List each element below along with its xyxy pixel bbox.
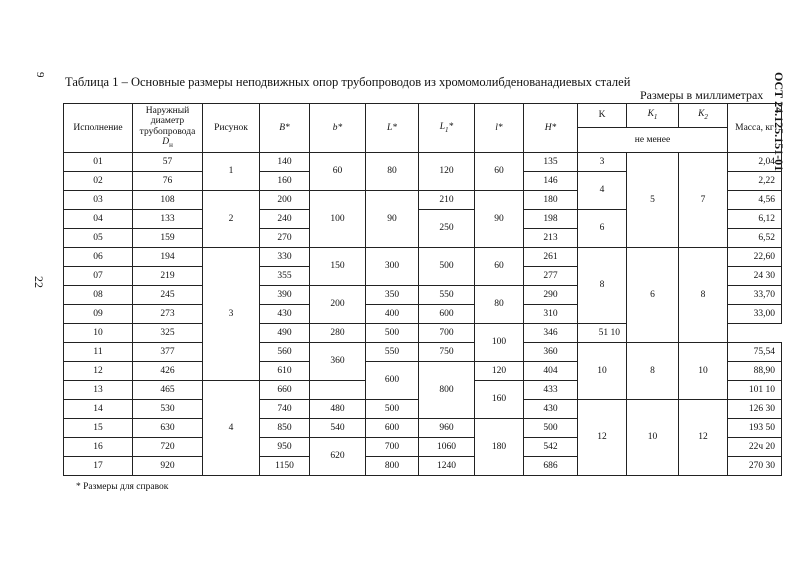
cell-exec: 02 bbox=[64, 172, 133, 191]
cell-b: 150 bbox=[310, 248, 366, 286]
footnote: * Размеры для справок bbox=[76, 482, 169, 492]
header-diameter: Наружный диаметр трубопровода $D_н$ bbox=[133, 104, 203, 153]
cell-b bbox=[310, 381, 366, 400]
cell-exec: 11 bbox=[64, 343, 133, 362]
cell-exec: 15 bbox=[64, 419, 133, 438]
cell-H: 686 bbox=[524, 457, 578, 476]
cell-B: 160 bbox=[260, 172, 310, 191]
cell-exec: 14 bbox=[64, 400, 133, 419]
cell-b: 280 bbox=[310, 324, 366, 343]
cell-H: 180 bbox=[524, 191, 578, 210]
cell-diameter: 720 bbox=[133, 438, 203, 457]
cell-H: 213 bbox=[524, 229, 578, 248]
cell-H: 433 bbox=[524, 381, 578, 400]
cell-B: 850 bbox=[260, 419, 310, 438]
cell-L1: 1240 bbox=[419, 457, 475, 476]
cell-mass: 4,56 bbox=[728, 191, 782, 210]
cell-K2: 12 bbox=[679, 400, 728, 476]
cell-mass: 51 10 bbox=[578, 324, 627, 343]
cell-B: 1150 bbox=[260, 457, 310, 476]
cell-exec: 03 bbox=[64, 191, 133, 210]
cell-mass: 101 10 bbox=[728, 381, 782, 400]
header-L1: $L_1*$ bbox=[419, 104, 475, 153]
cell-K: 4 bbox=[578, 172, 627, 210]
cell-H: 261 bbox=[524, 248, 578, 267]
cell-diameter: 377 bbox=[133, 343, 203, 362]
header-B: B* bbox=[260, 104, 310, 153]
cell-K1: 8 bbox=[627, 343, 679, 400]
table-row bbox=[64, 153, 782, 172]
cell-exec: 05 bbox=[64, 229, 133, 248]
cell-K1: 10 bbox=[627, 400, 679, 476]
cell-B: 390 bbox=[260, 286, 310, 305]
cell-K: 6 bbox=[578, 210, 627, 248]
cell-diameter: 426 bbox=[133, 362, 203, 381]
page-number: 22 bbox=[32, 276, 46, 288]
cell-exec: 16 bbox=[64, 438, 133, 457]
cell-B: 240 bbox=[260, 210, 310, 229]
cell-diameter: 325 bbox=[133, 324, 203, 343]
cell-diameter: 108 bbox=[133, 191, 203, 210]
cell-H: 135 bbox=[524, 153, 578, 172]
cell-L: 90 bbox=[366, 191, 419, 248]
cell-B: 660 bbox=[260, 381, 310, 400]
cell-l: 60 bbox=[475, 248, 524, 286]
cell-H: 346 bbox=[524, 324, 578, 343]
cell-K1: 5 bbox=[627, 153, 679, 248]
cell-H: 146 bbox=[524, 172, 578, 191]
cell-mass: 6,12 bbox=[728, 210, 782, 229]
cell-diameter: 245 bbox=[133, 286, 203, 305]
header-b: b* bbox=[310, 104, 366, 153]
cell-diameter: 920 bbox=[133, 457, 203, 476]
cell-B: 270 bbox=[260, 229, 310, 248]
cell-H: 277 bbox=[524, 267, 578, 286]
cell-b: 100 bbox=[310, 191, 366, 248]
cell-l: 90 bbox=[475, 191, 524, 248]
cell-l: 120 bbox=[475, 362, 524, 381]
cell-L1: 500 bbox=[419, 248, 475, 286]
cell-exec: 08 bbox=[64, 286, 133, 305]
cell-K: 10 bbox=[578, 343, 627, 400]
cell-diameter: 159 bbox=[133, 229, 203, 248]
cell-mass: 75,54 bbox=[728, 343, 782, 362]
cell-L1: 700 bbox=[419, 324, 475, 343]
cell-L1: 550 bbox=[419, 286, 475, 305]
cell-B: 430 bbox=[260, 305, 310, 324]
cell-L: 500 bbox=[366, 400, 419, 419]
header-L: L* bbox=[366, 104, 419, 153]
cell-mass: 24 30 bbox=[728, 267, 782, 286]
cell-L1: 1060 bbox=[419, 438, 475, 457]
cell-figure: 4 bbox=[203, 381, 260, 476]
cell-mass: 2,22 bbox=[728, 172, 782, 191]
cell-B: 740 bbox=[260, 400, 310, 419]
cell-mass: 22,60 bbox=[728, 248, 782, 267]
cell-b: 480 bbox=[310, 400, 366, 419]
cell-diameter: 219 bbox=[133, 267, 203, 286]
cell-exec: 01 bbox=[64, 153, 133, 172]
cell-K1: 6 bbox=[627, 248, 679, 343]
cell-L: 800 bbox=[366, 457, 419, 476]
header-figure: Рисунок bbox=[203, 104, 260, 153]
cell-B: 200 bbox=[260, 191, 310, 210]
cell-L: 600 bbox=[366, 419, 419, 438]
cell-L: 700 bbox=[366, 438, 419, 457]
cell-mass: 22ч 20 bbox=[728, 438, 782, 457]
cell-diameter: 76 bbox=[133, 172, 203, 191]
cell-L1: 600 bbox=[419, 305, 475, 324]
table-row bbox=[64, 343, 782, 362]
standard-designation: ОСТ 24.125.151-01 bbox=[772, 72, 786, 172]
cell-H: 542 bbox=[524, 438, 578, 457]
header-K: K bbox=[578, 104, 627, 128]
cell-mass: 33,00 bbox=[728, 305, 782, 324]
cell-figure: 3 bbox=[203, 248, 260, 381]
cell-l: 60 bbox=[475, 153, 524, 191]
cell-B: 330 bbox=[260, 248, 310, 267]
cell-mass: 270 30 bbox=[728, 457, 782, 476]
cell-diameter: 630 bbox=[133, 419, 203, 438]
cell-H: 290 bbox=[524, 286, 578, 305]
cell-exec: 12 bbox=[64, 362, 133, 381]
cell-L: 350 bbox=[366, 286, 419, 305]
side-top-number: 9 bbox=[34, 72, 46, 78]
cell-figure: 2 bbox=[203, 191, 260, 248]
cell-exec: 10 bbox=[64, 324, 133, 343]
units-note: Размеры в миллиметрах bbox=[640, 88, 764, 102]
cell-exec: 17 bbox=[64, 457, 133, 476]
cell-H: 404 bbox=[524, 362, 578, 381]
dimensions-table bbox=[63, 103, 782, 476]
cell-L: 500 bbox=[366, 324, 419, 343]
cell-b: 360 bbox=[310, 343, 366, 381]
cell-K2: 7 bbox=[679, 153, 728, 248]
header-K1: $K_1$ bbox=[627, 104, 679, 128]
cell-L: 550 bbox=[366, 343, 419, 362]
cell-diameter: 465 bbox=[133, 381, 203, 400]
cell-H: 500 bbox=[524, 419, 578, 438]
cell-exec: 13 bbox=[64, 381, 133, 400]
cell-L1: 210 bbox=[419, 191, 475, 210]
cell-diameter: 57 bbox=[133, 153, 203, 172]
cell-diameter: 530 bbox=[133, 400, 203, 419]
header-mass: Масса, кг bbox=[728, 104, 782, 153]
cell-L: 400 bbox=[366, 305, 419, 324]
cell-L: 80 bbox=[366, 153, 419, 191]
cell-B: 560 bbox=[260, 343, 310, 362]
cell-l: 160 bbox=[475, 381, 524, 419]
cell-K: 12 bbox=[578, 400, 627, 476]
cell-b: 60 bbox=[310, 153, 366, 191]
cell-H: 198 bbox=[524, 210, 578, 229]
header-l: l* bbox=[475, 104, 524, 153]
cell-B: 610 bbox=[260, 362, 310, 381]
cell-L1: 750 bbox=[419, 343, 475, 362]
cell-H: 430 bbox=[524, 400, 578, 419]
cell-mass: 193 50 bbox=[728, 419, 782, 438]
cell-K2: 10 bbox=[679, 343, 728, 400]
cell-mass: 126 30 bbox=[728, 400, 782, 419]
cell-H: 360 bbox=[524, 343, 578, 362]
cell-exec: 04 bbox=[64, 210, 133, 229]
table-title: Таблица 1 – Основные размеры неподвижных опор трубопроводов из хромомолибденованадиевых сталей bbox=[65, 75, 631, 89]
cell-L: 600 bbox=[366, 362, 419, 400]
cell-mass: 2,04 bbox=[728, 153, 782, 172]
cell-L: 300 bbox=[366, 248, 419, 286]
cell-H: 310 bbox=[524, 305, 578, 324]
cell-mass: 88,90 bbox=[728, 362, 782, 381]
cell-l: 80 bbox=[475, 286, 524, 324]
cell-L1: 250 bbox=[419, 210, 475, 248]
cell-K2: 8 bbox=[679, 248, 728, 343]
cell-diameter: 194 bbox=[133, 248, 203, 267]
cell-exec: 09 bbox=[64, 305, 133, 324]
cell-L1: 120 bbox=[419, 153, 475, 191]
header-execution: Исполнение bbox=[64, 104, 133, 153]
cell-mass: 33,70 bbox=[728, 286, 782, 305]
cell-l: 180 bbox=[475, 419, 524, 476]
cell-B: 950 bbox=[260, 438, 310, 457]
cell-diameter: 133 bbox=[133, 210, 203, 229]
cell-figure: 1 bbox=[203, 153, 260, 191]
header-not-less: не менее bbox=[578, 128, 728, 153]
cell-K: 3 bbox=[578, 153, 627, 172]
cell-b: 200 bbox=[310, 286, 366, 324]
table-row bbox=[64, 248, 782, 267]
cell-l: 100 bbox=[475, 324, 524, 362]
cell-B: 140 bbox=[260, 153, 310, 172]
cell-b: 540 bbox=[310, 419, 366, 438]
cell-L1: 960 bbox=[419, 419, 475, 438]
cell-exec: 06 bbox=[64, 248, 133, 267]
header-H: H* bbox=[524, 104, 578, 153]
cell-b: 620 bbox=[310, 438, 366, 476]
cell-L1: 800 bbox=[419, 362, 475, 419]
cell-B: 490 bbox=[260, 324, 310, 343]
cell-exec: 07 bbox=[64, 267, 133, 286]
cell-diameter: 273 bbox=[133, 305, 203, 324]
header-K2: $K_2$ bbox=[679, 104, 728, 128]
cell-K: 8 bbox=[578, 248, 627, 324]
cell-B: 355 bbox=[260, 267, 310, 286]
cell-mass: 6,52 bbox=[728, 229, 782, 248]
